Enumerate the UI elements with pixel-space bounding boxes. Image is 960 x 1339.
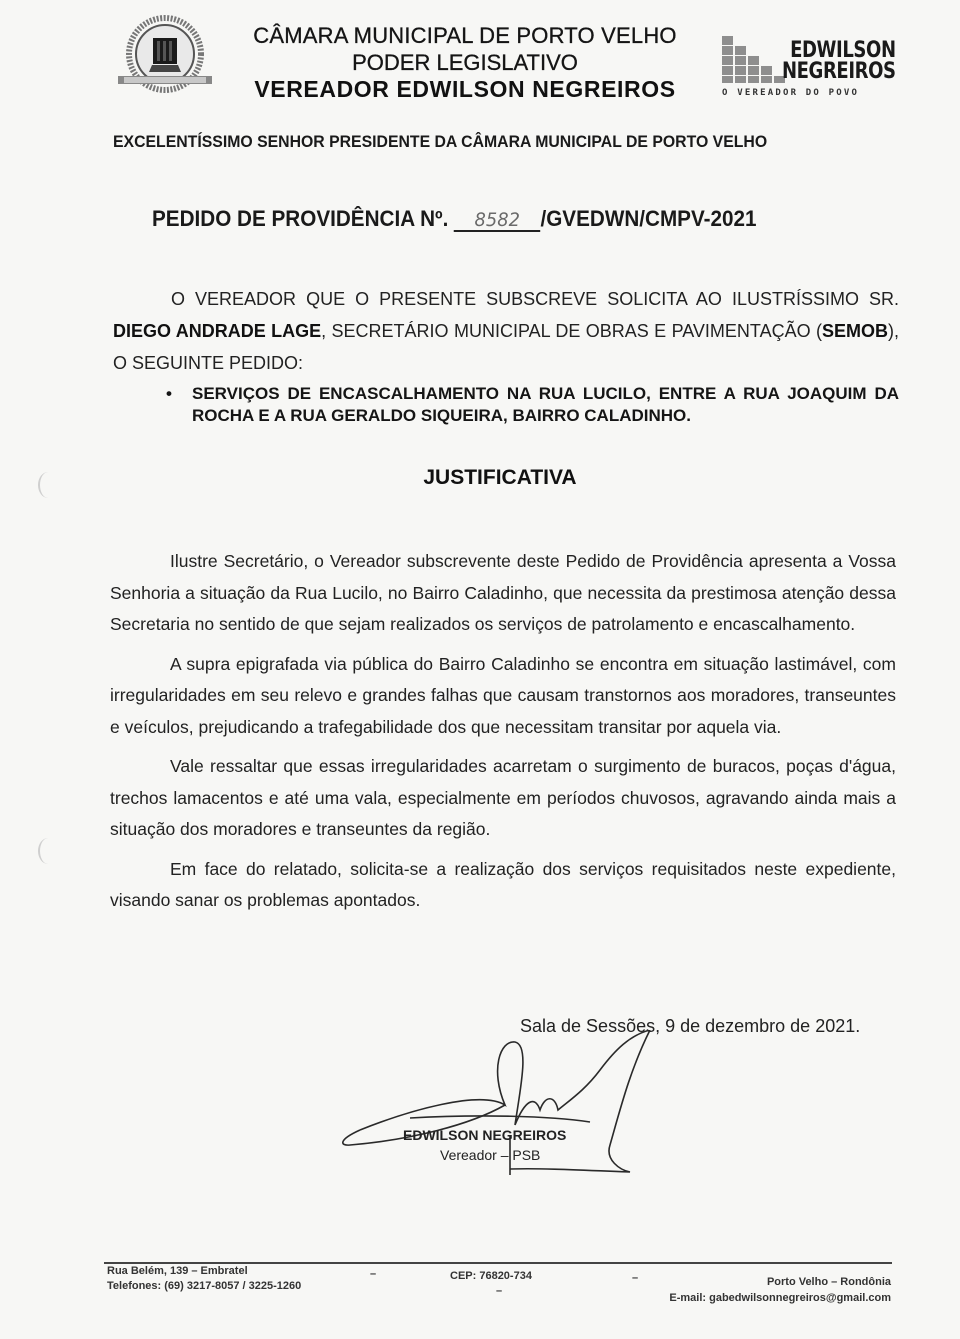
signer-role: Vereador – PSB [440, 1147, 541, 1163]
justification-paragraph: Ilustre Secretário, o Vereador subscrevente deste Pedido de Providência apresenta a Vossa Senhoria a situação da Rua Lucilo, no Bairro Caladinho, que necessita da prestimosa atenção dessa Secretaria no sentido de que sejam realizados os serviços de patrolamento e encascalhamento. [110, 551, 896, 634]
intro-paragraph [113, 283, 899, 379]
request-suffix: /GVEDWN/CMPV-2021 [540, 206, 757, 231]
brand-name [782, 40, 896, 82]
punch-hole-mark [38, 838, 58, 864]
letterhead [230, 22, 700, 103]
punch-hole-mark [38, 472, 58, 498]
request-number: 8582 [454, 210, 540, 232]
footer-separator: – [496, 1285, 503, 1297]
footer-address: Rua Belém, 139 – Embratel [107, 1265, 248, 1277]
footer-email: E-mail: gabedwilsonnegreiros@gmail.com [669, 1292, 891, 1304]
intro-text-1: O VEREADOR QUE O PRESENTE SUBSCREVE SOLICITA AO ILUSTRÍSSIMO SR. [171, 289, 899, 309]
signer-name: EDWILSON NEGREIROS [403, 1127, 567, 1143]
request-item [168, 383, 899, 427]
justification-heading: JUSTIFICATIVA [423, 466, 577, 489]
intro-text-3: ), O SEGUINTE PEDIDO: [113, 321, 900, 373]
request-prefix: PEDIDO DE PROVIDÊNCIA Nº. [152, 206, 449, 231]
addressee: EXCELENTÍSSIMO SENHOR PRESIDENTE DA CÂMARA MUNICIPAL DE PORTO VELHO [113, 132, 768, 151]
brand-name-line1: EDWILSON [790, 38, 896, 63]
footer-separator: – [370, 1268, 377, 1280]
bullet-icon: • [166, 384, 172, 403]
request-title [152, 206, 757, 232]
justification-paragraph: Em face do relatado, solicita-se a realização dos serviços requisitados neste expediente, visando sanar os problemas apontados. [110, 858, 896, 910]
municipal-seal-icon [116, 14, 214, 96]
justification-body [110, 546, 896, 925]
footer-cep: CEP: 76820-734 [450, 1270, 532, 1282]
brand-slogan: O VEREADOR DO POVO [722, 88, 860, 98]
request-item-text: SERVIÇOS DE ENCASCALHAMENTO NA RUA LUCILO, ENTRE A RUA JOAQUIM DA ROCHA E A RUA GERALDO SIQUEIRA, BAIRRO CALADINHO. [192, 384, 899, 425]
institution-branch: PODER LEGISLATIVO [352, 50, 578, 75]
footer-divider [104, 1262, 892, 1264]
footer-phones: Telefones: (69) 3217-8057 / 3225-1260 [107, 1280, 302, 1292]
institution-name: CÂMARA MUNICIPAL DE PORTO VELHO [253, 23, 677, 48]
place-date: Sala de Sessões, 9 de dezembro de 2021. [520, 1016, 861, 1036]
secretary-name: DIEGO ANDRADE LAGE [113, 321, 322, 341]
intro-text-2: , SECRETÁRIO MUNICIPAL DE OBRAS E PAVIMENTAÇÃO ( [321, 321, 822, 341]
justification-paragraph: A supra epigrafada via pública do Bairro Caladinho se encontra em situação lastimável, com irregularidades em seu relevo e grandes falhas que causam transtornos aos moradores, transeuntes e veículos, prejudicando a trafegabilidade dos que necessitam transitar por aquela via. [110, 653, 896, 737]
brand-name-line2: NEGREIROS [782, 59, 896, 84]
footer-city: Porto Velho – Rondônia [766, 1276, 891, 1288]
justification-paragraph: Vale ressaltar que essas irregularidades acarretam o surgimento de buracos, poças d'água, trechos lamacentos e até uma vala, especialmente em períodos chuvosos, agravando ainda mais a situação dos moradores e transeuntes da região. [110, 756, 896, 839]
footer-separator: – [632, 1272, 639, 1284]
secretariat-acronym: SEMOB [822, 321, 889, 341]
campaign-logo [720, 36, 900, 106]
councilor-name: VEREADOR EDWILSON NEGREIROS [254, 76, 676, 102]
